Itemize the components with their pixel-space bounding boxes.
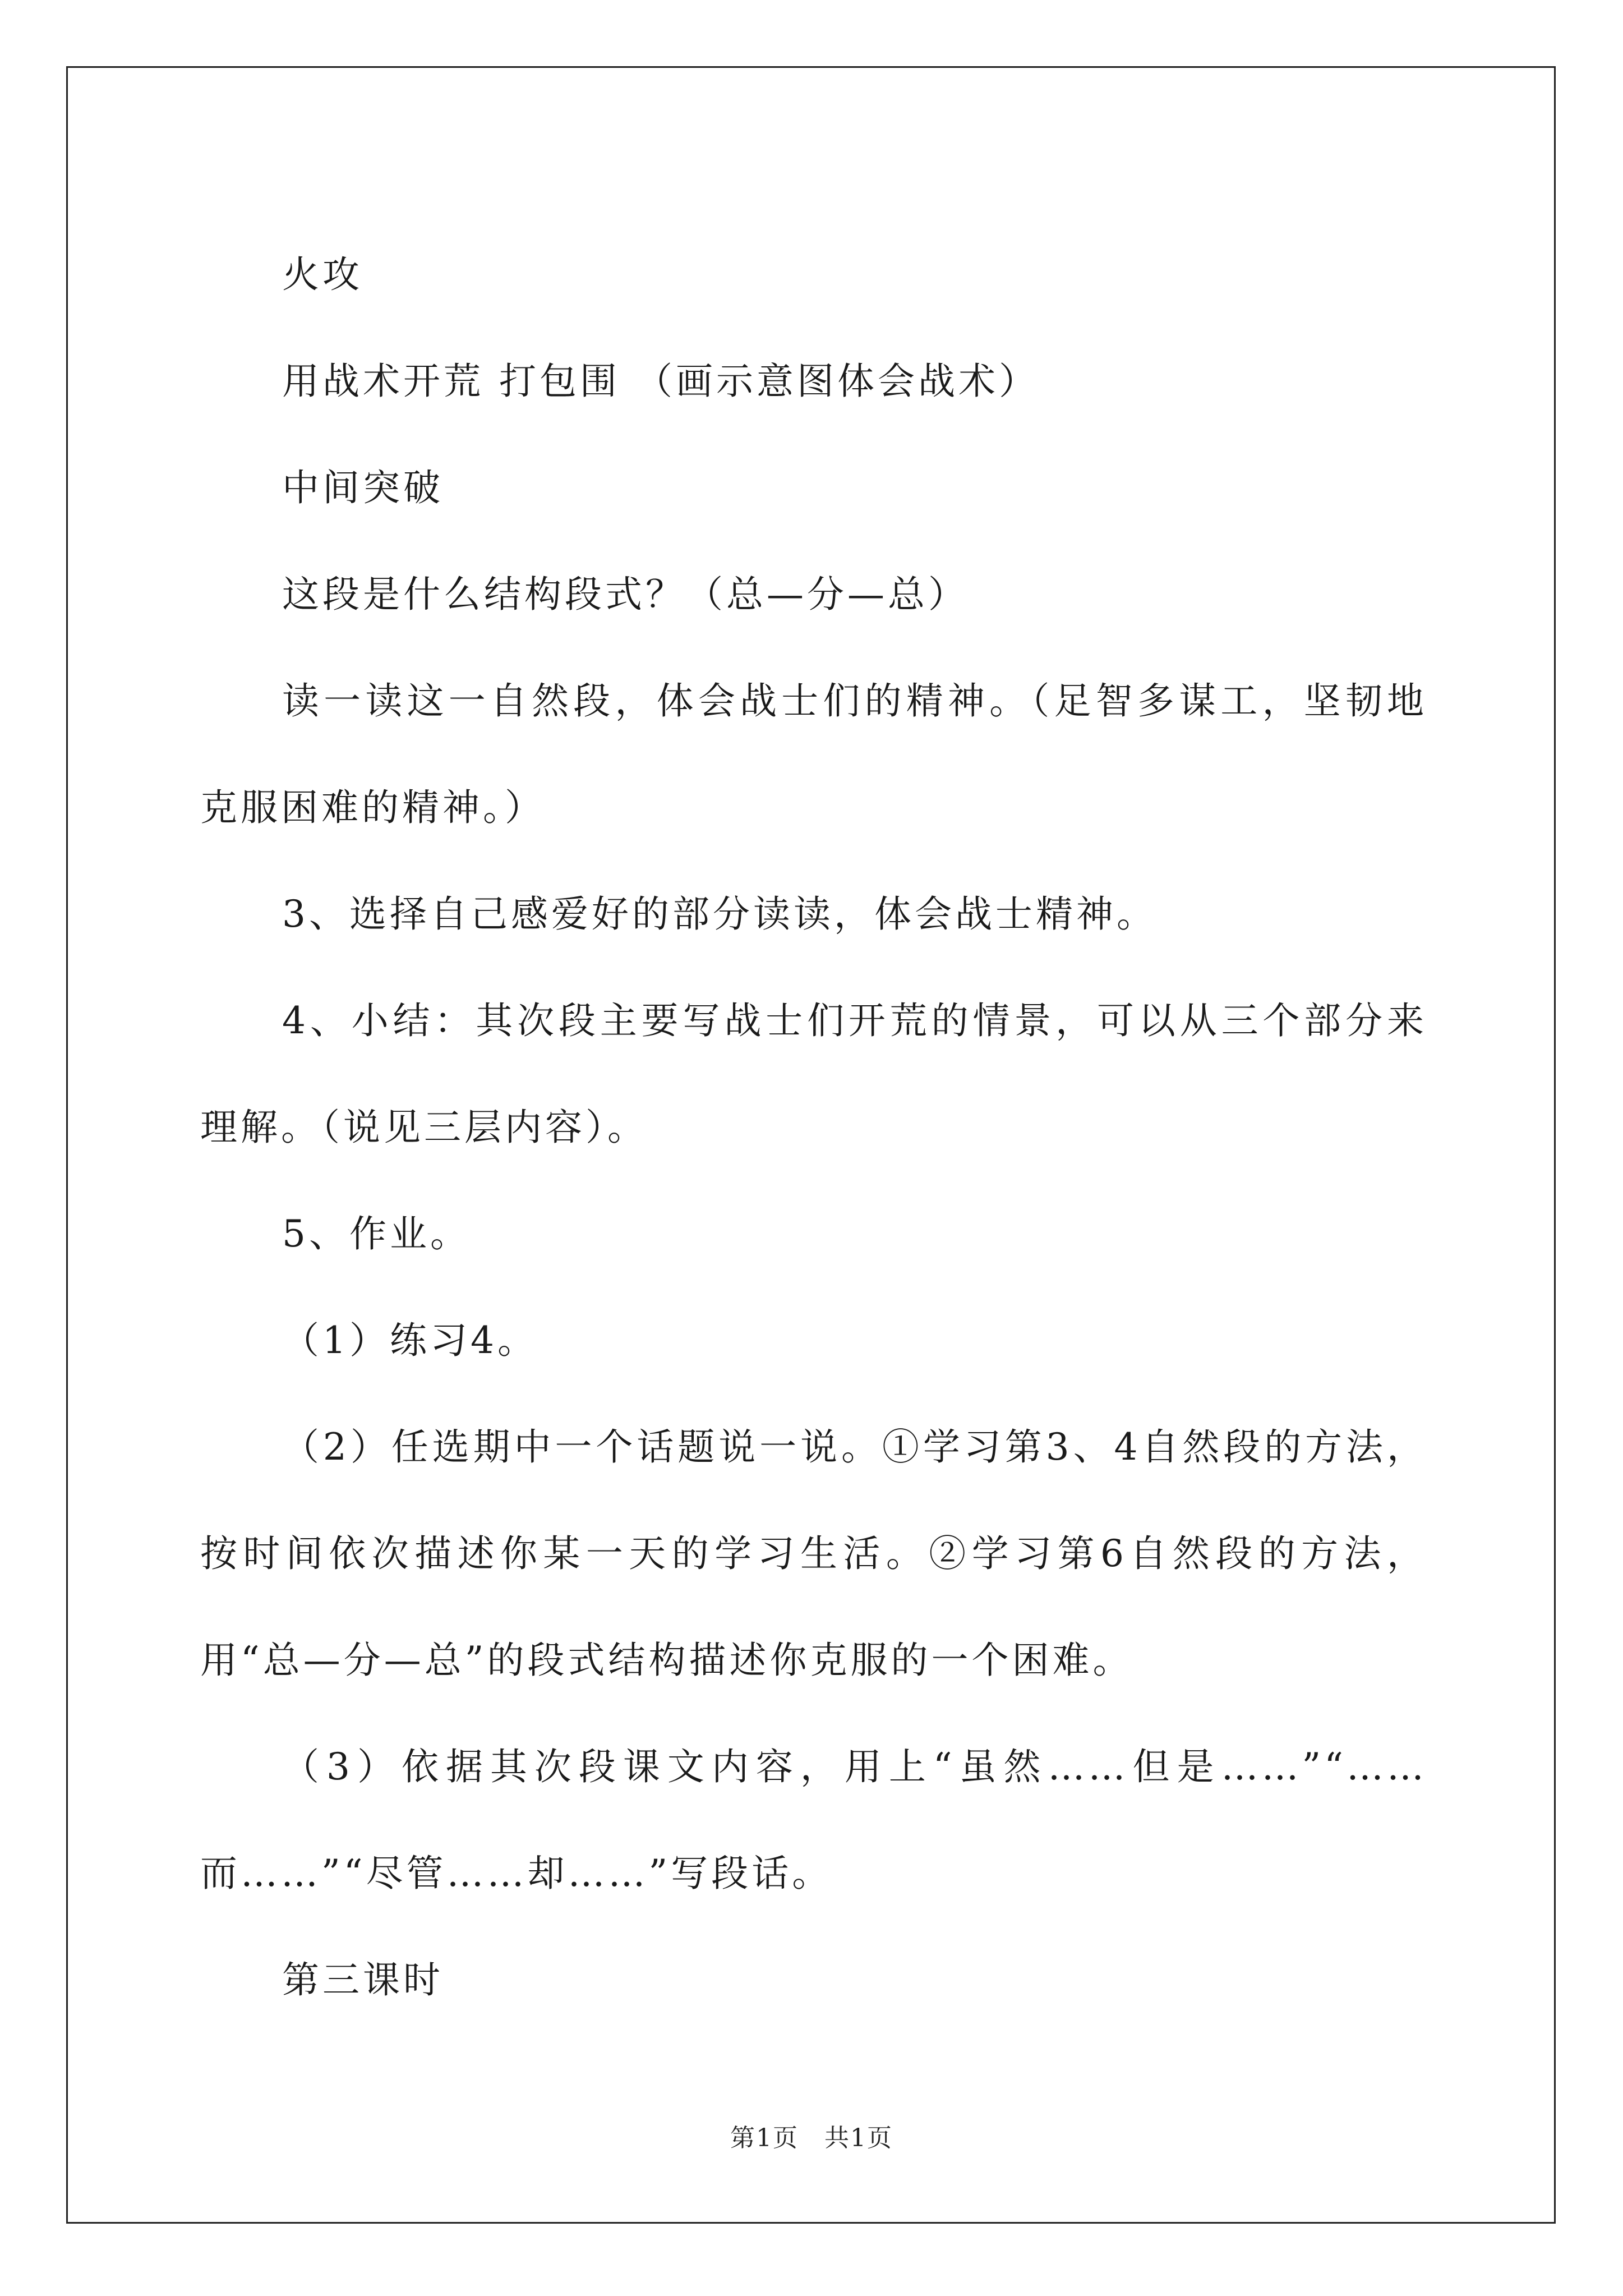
page-footer: 第1页 共1页 xyxy=(730,2124,893,2152)
paragraph-item-4-summary: 4、小结：其次段主要写战士们开荒的情景，可以从三个部分来理解。（说见三层内容）。 xyxy=(200,999,1427,1149)
paragraph-breakthrough: 中间突破 xyxy=(282,466,444,509)
paragraph-item-3: 3、选择自己感爱好的部分读读，体会战士精神。 xyxy=(282,892,1157,936)
paragraph-homework-2: （2）任选期中一个话题说一说。①学习第3、4自然段的方法，按时间依次描述你某一天的学习生活。②学习第6自然段的方法，用“总—分—总”的段式结构描述你克服的一个困难。 xyxy=(200,1425,1427,1682)
paragraph-fire-attack: 火攻 xyxy=(282,253,363,296)
paragraph-tactics: 用战术开荒 打包围 （画示意图体会战术） xyxy=(282,360,1039,403)
paragraph-structure-question: 这段是什么结构段式？（总—分—总） xyxy=(282,573,969,616)
paragraph-third-lesson: 第三课时 xyxy=(282,1958,444,2001)
paragraph-item-5-homework: 5、作业。 xyxy=(282,1212,471,1255)
paragraph-homework-1: （1）练习4。 xyxy=(282,1319,538,1362)
document-body xyxy=(200,222,1427,2033)
paragraph-homework-3: （3）依据其次段课文内容，用上“虽然……但是……”“……而……”“尽管……却……”写段话。 xyxy=(200,1745,1427,1895)
paragraph-read-spirit: 读一读这一自然段，体会战士们的精神。（足智多谋工，坚韧地克服困难的精神。） xyxy=(200,679,1427,829)
